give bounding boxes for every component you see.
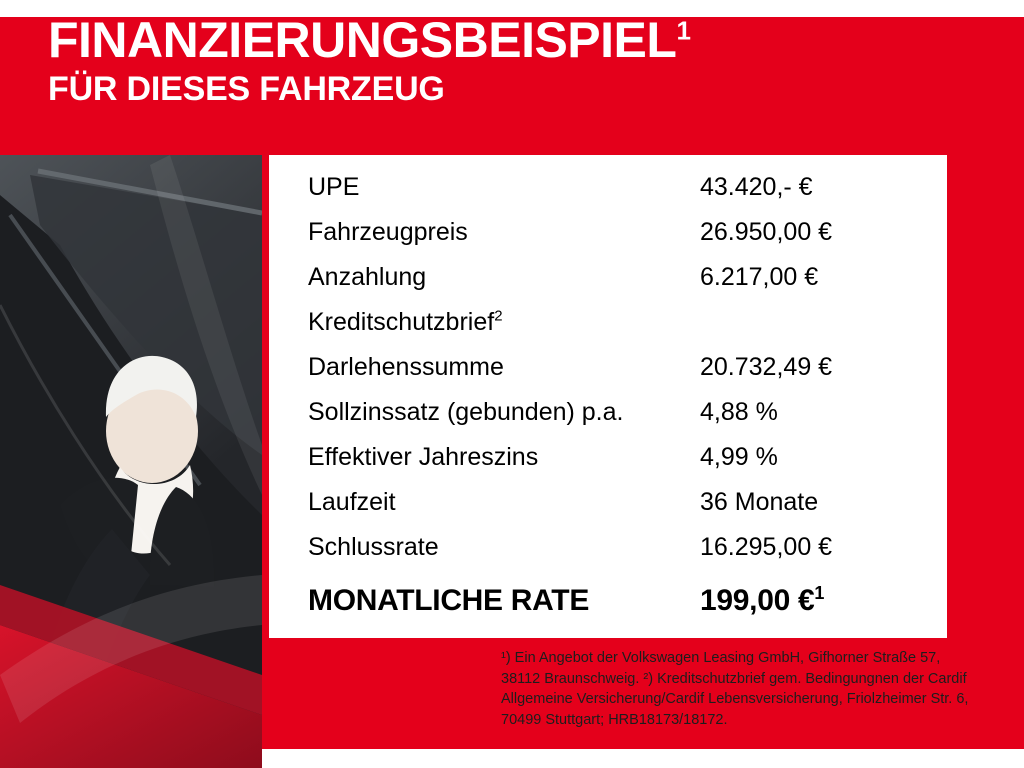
- row-label: Anzahlung: [308, 263, 427, 291]
- vehicle-photo-illustration: [0, 155, 262, 768]
- finance-data-card: [269, 155, 947, 638]
- monthly-rate-amount: 199,00 €: [700, 584, 815, 617]
- monthly-rate-value: [700, 584, 824, 618]
- table-row: [308, 533, 947, 578]
- table-row: [308, 353, 947, 398]
- table-row: [308, 488, 947, 533]
- row-label: Laufzeit: [308, 488, 396, 516]
- row-label: Schlussrate: [308, 533, 439, 561]
- row-value: 6.217,00 €: [700, 263, 819, 291]
- row-value: 36 Monate: [700, 488, 819, 516]
- headline-footnote-marker: 1: [676, 15, 691, 46]
- vehicle-photo: [0, 155, 262, 768]
- row-label: Sollzinssatz (gebunden) p.a.: [308, 398, 624, 426]
- table-row: [308, 398, 947, 443]
- headline-primary: [48, 14, 988, 67]
- table-row: [308, 218, 947, 263]
- legal-footnote: ¹) Ein Angebot der Volkswagen Leasing GmbH, Gifhorner Straße 57, 38112 Braunschweig. ²) Kreditschutzbrief gem. Bedingungnen der Cardif Allgemeine Versicherung/Cardif Lebensversicherung, Friolzheimer Str. 6, 70499 Stuttgart; HRB18173/18172.: [501, 650, 969, 728]
- monthly-rate-label: MONATLICHE RATE: [308, 584, 590, 617]
- row-label: [308, 308, 700, 337]
- row-value: 4,99 %: [700, 443, 778, 471]
- row-value: 43.420,- €: [700, 173, 813, 201]
- row-value: 26.950,00 €: [700, 218, 833, 246]
- row-label: UPE: [308, 173, 360, 201]
- row-label: Darlehenssumme: [308, 353, 504, 381]
- table-row: [308, 263, 947, 308]
- row-value: 4,88 %: [700, 398, 778, 426]
- headline-block: [48, 14, 988, 108]
- row-label-footnote-marker: 2: [494, 307, 503, 325]
- headline-primary-text: FINANZIERUNGSBEISPIEL: [48, 12, 677, 68]
- row-value: 20.732,49 €: [700, 353, 833, 381]
- monthly-rate-footnote-marker: 1: [814, 583, 825, 603]
- row-label: Fahrzeugpreis: [308, 218, 468, 246]
- monthly-rate-row: [308, 584, 947, 636]
- row-label-text: Kreditschutzbrief: [308, 308, 495, 336]
- finance-rows: [308, 173, 947, 638]
- table-row: [308, 173, 947, 218]
- table-row: [308, 308, 947, 353]
- row-value: 16.295,00 €: [700, 533, 833, 561]
- row-label: Effektiver Jahreszins: [308, 443, 539, 471]
- table-row: [308, 443, 947, 488]
- headline-secondary: FÜR DIESES FAHRZEUG: [48, 69, 445, 108]
